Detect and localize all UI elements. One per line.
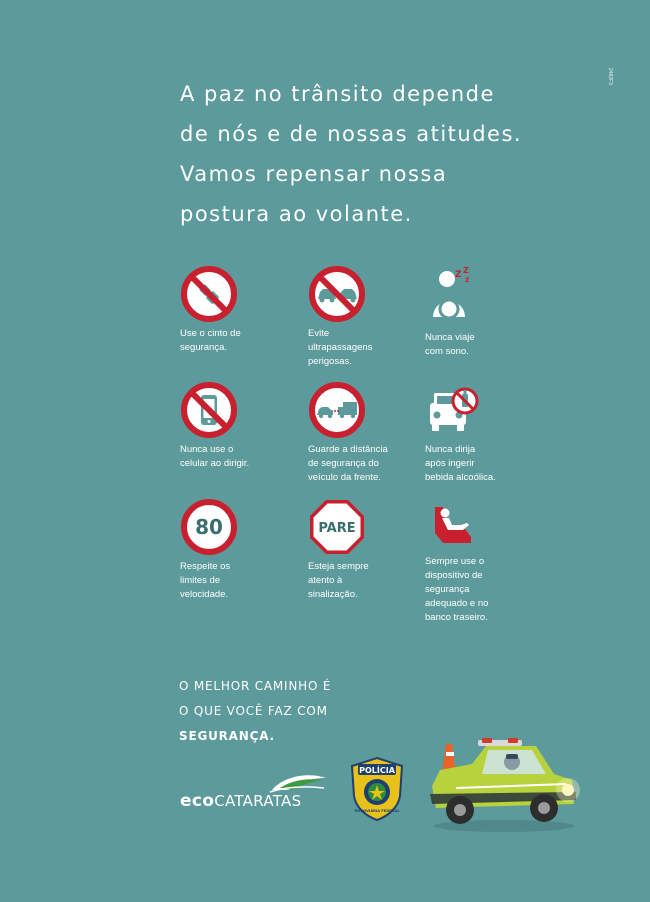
tip-label: adequado e no (425, 598, 489, 609)
police-car-icon (426, 734, 582, 834)
tip-label: bebida alcoólica. (425, 472, 496, 483)
tip-label: segurança (425, 584, 470, 595)
tip-seatbelt (180, 265, 300, 355)
tip-label: após ingerir (425, 458, 475, 469)
headline (180, 74, 540, 234)
tip-label: segurança. (180, 342, 228, 353)
tip-label: dispositivo de (425, 570, 483, 581)
tip-label: limites de (180, 575, 221, 586)
stop-sign-icon (308, 498, 366, 556)
tip-label: perigosas. (308, 356, 352, 367)
stop-sign-text: PARE (318, 521, 356, 536)
tip-label: Evite (308, 328, 330, 339)
headline-line: postura ao volante. (180, 202, 413, 226)
tip-label: banco traseiro. (425, 612, 488, 623)
police-badge-icon (348, 756, 406, 822)
tip-signs (308, 498, 428, 602)
side-code: 2482F3 (607, 68, 613, 85)
badge-bottom-text: RODOVIÁRIA FEDERAL (354, 809, 400, 813)
headline-line: A paz no trânsito depende (180, 82, 495, 106)
sleepy-driver-icon (425, 265, 483, 323)
slogan (179, 674, 331, 749)
tip-label: atento à (308, 575, 343, 586)
tip-label: Guarde a distância (308, 444, 388, 455)
slogan-line: O QUE VOCÊ FAZ COM (179, 704, 328, 718)
tip-label: sinalização. (308, 589, 358, 600)
child-seat-icon (425, 503, 483, 553)
tip-sleep (425, 265, 545, 359)
tip-label: velocidade. (180, 589, 229, 600)
tip-label: Nunca viaje (425, 332, 475, 343)
speed-limit-value: 80 (195, 515, 223, 539)
tip-overtaking (308, 265, 428, 369)
badge-top-text: POLÍCIA (359, 766, 395, 775)
tip-label: Nunca use o (180, 444, 234, 455)
tip-label: celular ao dirigir. (180, 458, 250, 469)
no-drinking-icon (425, 381, 483, 439)
slogan-emphasis: SEGURANÇA. (179, 729, 275, 743)
ecocataratas-logo (180, 791, 301, 811)
tip-distance (308, 381, 428, 485)
headline-line: de nós e de nossas atitudes. (180, 122, 523, 146)
tip-label: ultrapassagens (308, 342, 373, 353)
tip-label: de segurança do (308, 458, 379, 469)
tip-label: Esteja sempre (308, 561, 369, 572)
svg-text:Z: Z (455, 270, 462, 280)
tip-label: com sono. (425, 346, 469, 357)
tip-label: Use o cinto de (180, 328, 241, 339)
slogan-line: O MELHOR CAMINHO É (179, 679, 332, 693)
tip-label: veículo da frente. (308, 472, 381, 483)
tip-phone (180, 381, 300, 471)
tip-label: Nunca dirija (425, 444, 476, 455)
logo-eco: eco (180, 791, 215, 811)
tip-drinking (425, 381, 545, 485)
no-overtaking-icon (308, 265, 366, 323)
speed-limit-icon (180, 498, 238, 556)
tip-label: Respeite os (180, 561, 231, 572)
svg-text:Z: Z (465, 277, 470, 284)
no-phone-icon (180, 381, 238, 439)
tip-label: Sempre use o (425, 556, 485, 567)
tip-speed (180, 498, 300, 602)
safe-distance-icon (308, 381, 366, 439)
tip-child-seat (425, 503, 545, 625)
logo-cataratas: CATARATAS (214, 792, 302, 810)
svg-text:Z: Z (463, 266, 469, 275)
seatbelt-prohibition-icon (180, 265, 238, 323)
headline-line: Vamos repensar nossa (180, 162, 448, 186)
